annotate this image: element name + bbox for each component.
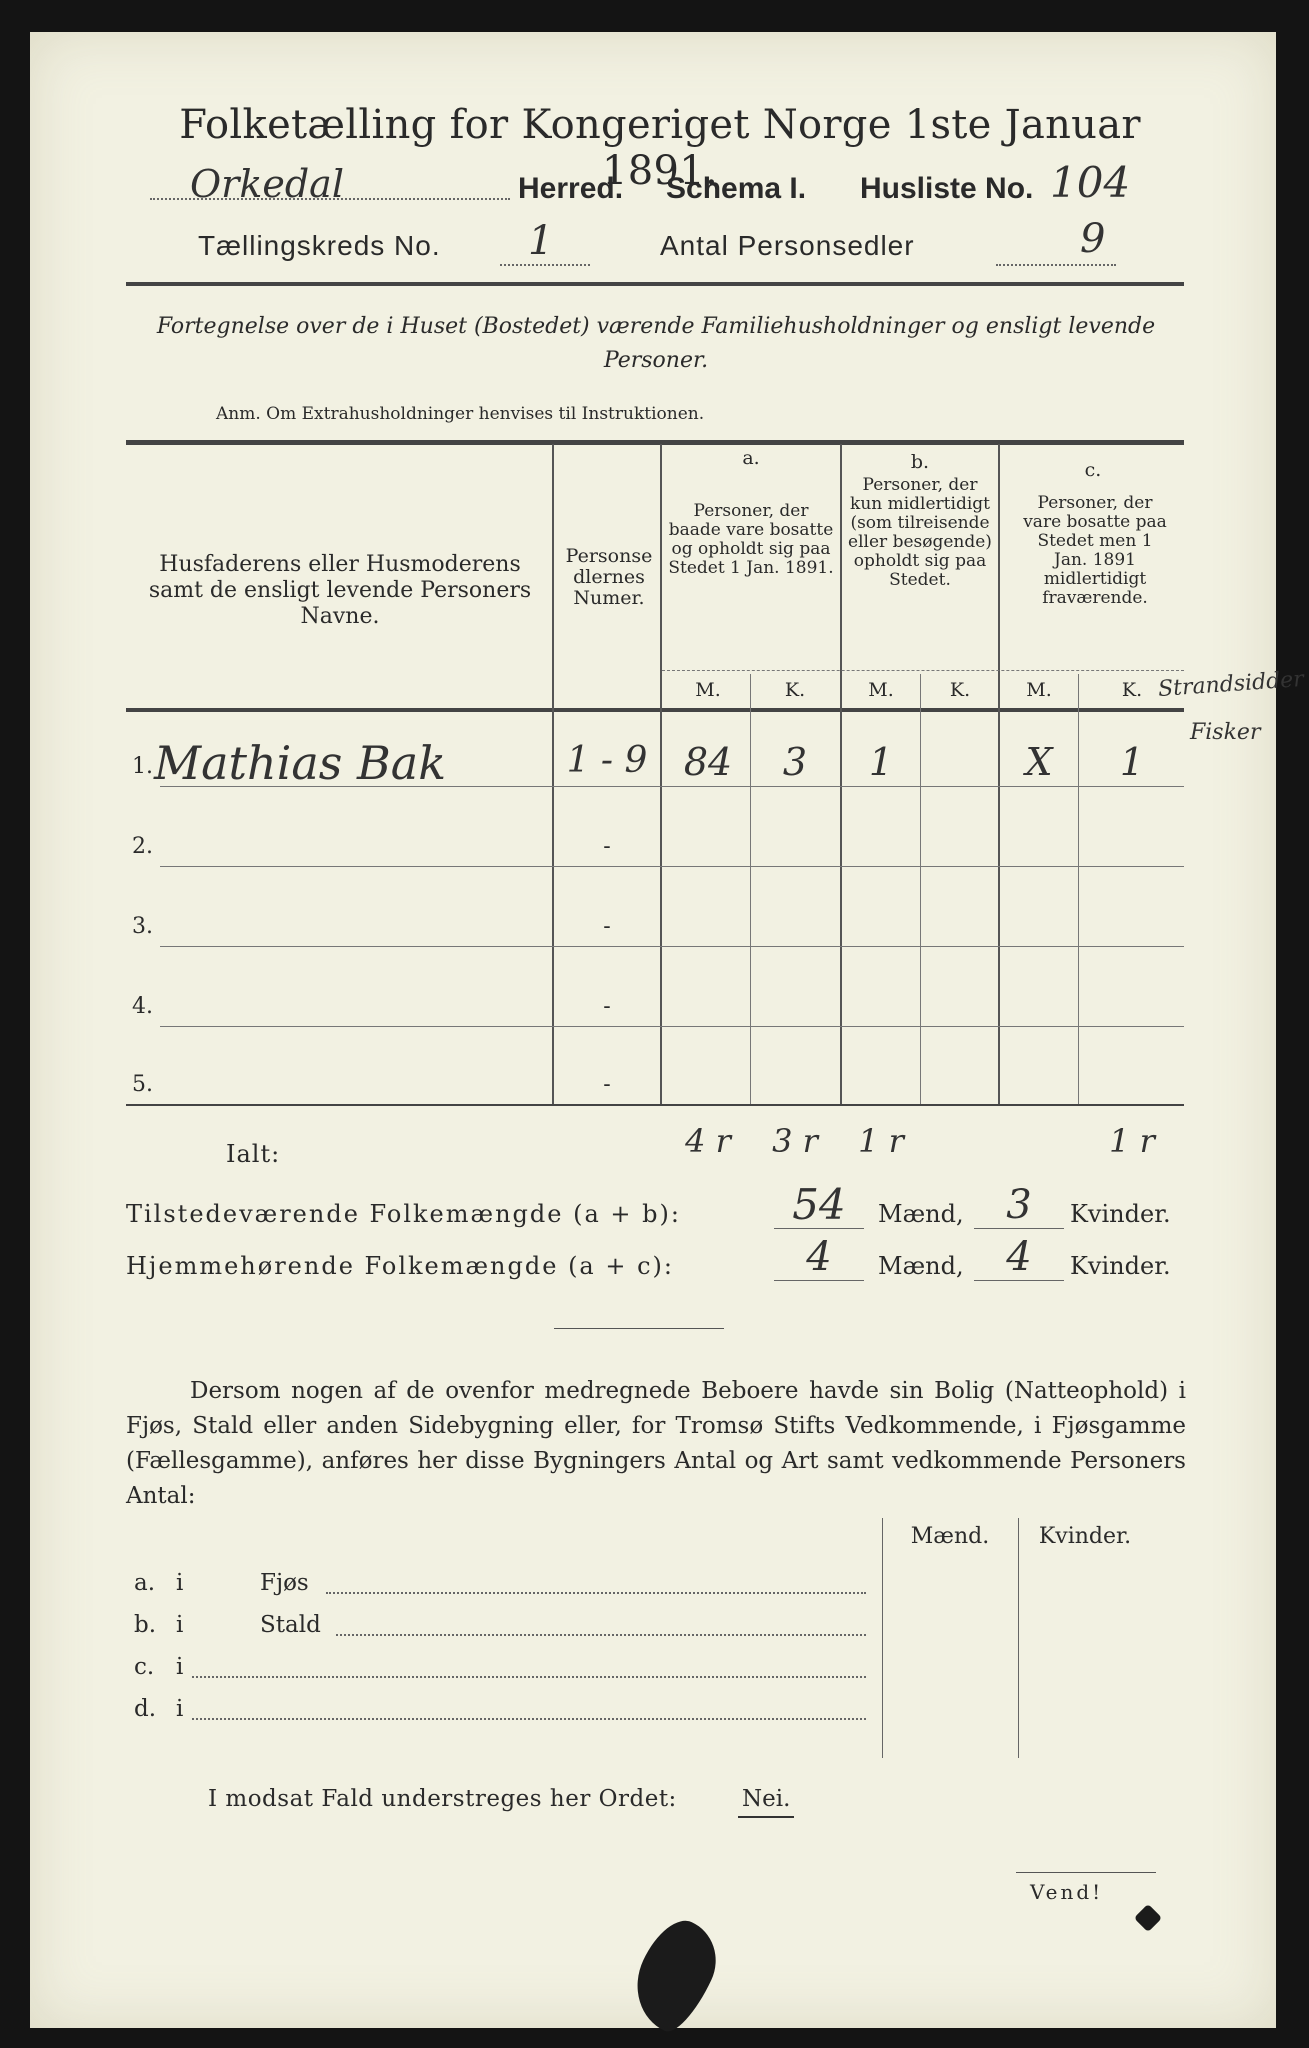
header-rule xyxy=(126,282,1184,286)
personsedler-label: Antal Personsedler xyxy=(660,230,915,261)
building-row-a-dots xyxy=(326,1592,866,1594)
hjemme-k-rule xyxy=(974,1280,1064,1281)
hjemme-m-value: 4 xyxy=(806,1234,832,1280)
building-maend-header: Mænd. xyxy=(910,1524,990,1549)
row-1-c-m: X xyxy=(1025,740,1053,784)
building-row-a-letter: a. xyxy=(134,1570,156,1596)
row-4-number: 4. xyxy=(132,994,153,1019)
col-a-letter: a. xyxy=(742,447,760,469)
row-5-sedler: - xyxy=(603,1072,611,1097)
herred-value: Orkedal xyxy=(190,162,344,206)
ink-blot xyxy=(620,1910,730,2039)
hjemme-m-rule xyxy=(774,1280,864,1281)
herred-label: Herred. xyxy=(518,172,624,205)
nei-word: Nei. xyxy=(742,1786,791,1812)
husliste-value: 104 xyxy=(1050,158,1131,207)
vend-rule xyxy=(1016,1872,1156,1873)
col-divider-num xyxy=(660,444,662,1104)
ialt-c-k: 1 r xyxy=(1109,1122,1155,1160)
building-row-c-letter: c. xyxy=(134,1654,155,1680)
anm-text: Anm. Om Extrahusholdninger henvises til Instruktionen. xyxy=(216,404,705,424)
row-1-b-m: 1 xyxy=(868,740,894,784)
mk-header-dotline xyxy=(662,670,1184,671)
building-row-d-letter: d. xyxy=(134,1696,157,1722)
tilstede-m-value: 54 xyxy=(792,1180,846,1229)
row-3-number: 3. xyxy=(132,914,153,939)
row-1-c-k: 1 xyxy=(1119,740,1145,784)
row-1-a-k: 3 xyxy=(782,740,808,784)
col-num-header: Personsedlernes Numer. xyxy=(565,545,653,609)
b-mk-divider xyxy=(920,674,921,1104)
building-row-c-i: i xyxy=(176,1654,184,1680)
building-col-divider-2 xyxy=(1018,1518,1019,1758)
building-row-b-dots xyxy=(336,1634,866,1636)
hjemme-maend-label: Mænd, xyxy=(878,1252,964,1280)
c-k-label: K. xyxy=(1121,679,1143,701)
building-kvinder-header: Kvinder. xyxy=(1038,1524,1132,1549)
a-k-label: K. xyxy=(784,679,806,701)
row-3-sedler: - xyxy=(603,914,611,939)
row-4-sedler: - xyxy=(603,994,611,1019)
row-2-line xyxy=(160,866,1184,867)
building-row-b-i: i xyxy=(176,1612,184,1638)
building-row-d-i: i xyxy=(176,1696,184,1722)
col-b-letter: b. xyxy=(910,451,930,473)
building-row-b-letter: b. xyxy=(134,1612,157,1638)
tilstede-k-value: 3 xyxy=(1006,1182,1032,1228)
col-name-header: Husfaderens eller Husmoderens samt de ensligt levende Personers Navne. xyxy=(148,552,532,629)
hjemme-k-value: 4 xyxy=(1006,1234,1032,1280)
building-row-a-label: Fjøs xyxy=(260,1570,309,1596)
ialt-a-k: 3 r xyxy=(772,1122,818,1160)
modsat-label: I modsat Fald understreges her Ordet: xyxy=(208,1786,677,1812)
hjemme-label: Hjemmehørende Folkemængde (a + c): xyxy=(126,1252,674,1280)
col-c-text: Personer, der vare bosatte paa Stedet men 1 Jan. 1891 midlertidigt fraværende. xyxy=(1023,493,1167,608)
building-row-c-dots xyxy=(192,1676,866,1678)
kreds-label: Tællingskreds No. xyxy=(198,230,441,261)
row-1-sedler: 1 - 9 xyxy=(566,740,648,781)
hjemme-kvinder-label: Kvinder. xyxy=(1070,1252,1171,1280)
tilstede-kvinder-label: Kvinder. xyxy=(1070,1200,1171,1228)
personsedler-dotline xyxy=(996,264,1116,266)
building-row-d-dots xyxy=(192,1718,866,1720)
b-m-label: M. xyxy=(868,679,894,701)
building-paragraph: Dersom nogen af de ovenfor medregnede Beboere havde sin Bolig (Natteophold) i Fjøs, Stald eller anden Sidebygning eller, for Tromsø Stifts Vedkommende, i Fjøsgamme (Fællesgamme), anføres her disse Bygningers Antal og Art samt vedkommende Personers Antal: xyxy=(126,1378,1186,1509)
row-1-number: 1. xyxy=(132,754,153,779)
tilstede-k-rule xyxy=(974,1228,1064,1229)
schema-label: Schema I. xyxy=(666,172,807,205)
table-top-rule xyxy=(126,440,1184,445)
margin-note-fisker: Fisker xyxy=(1190,720,1261,745)
col-c-letter: c. xyxy=(1084,459,1102,481)
row-1-a-m: 84 xyxy=(683,740,733,784)
row-1-name: Mathias Bak xyxy=(154,736,447,790)
row-4-line xyxy=(160,1026,1184,1027)
a-mk-divider xyxy=(750,674,751,1104)
personsedler-value: 9 xyxy=(1080,216,1106,262)
husliste-label: Husliste No. xyxy=(860,172,1034,205)
kreds-dotline xyxy=(500,264,590,266)
table-bottom-rule xyxy=(126,1104,1184,1106)
section-separator xyxy=(554,1328,724,1329)
col-b-text: Personer, der kun midlertidigt (som tilreisende eller besøgende) opholdt sig paa Stedet. xyxy=(848,475,992,590)
building-row-a-i: i xyxy=(176,1570,184,1596)
c-mk-divider xyxy=(1078,674,1079,1104)
building-row-b-label: Stald xyxy=(260,1612,321,1638)
col-a-text: Personer, der baade vare bosatte og opholdt sig paa Stedet 1 Jan. 1891. xyxy=(668,501,834,578)
building-col-divider-1 xyxy=(882,1518,883,1758)
ialt-b-m: 1 r xyxy=(858,1122,904,1160)
row-3-line xyxy=(160,946,1184,947)
ialt-a-m: 4 r xyxy=(685,1122,731,1160)
ink-mark xyxy=(1134,1904,1162,1932)
b-k-label: K. xyxy=(949,679,971,701)
margin-note-occupation: Strandsidder xyxy=(1157,666,1305,703)
fortegnelse-text: Fortegnelse over de i Huset (Bostedet) værende Familiehusholdninger og ensligt levende Personer. xyxy=(156,314,1156,373)
vend-text: Vend! xyxy=(1030,1880,1104,1904)
row-5-number: 5. xyxy=(132,1072,153,1097)
form-title: Folketælling for Kongeriget Norge 1ste Januar 1891. xyxy=(179,102,1141,194)
a-m-label: M. xyxy=(695,679,721,701)
c-m-label: M. xyxy=(1026,679,1052,701)
row-2-number: 2. xyxy=(132,834,153,859)
census-form-sheet xyxy=(30,32,1305,2028)
table-header-rule xyxy=(126,708,1184,712)
row-2-sedler: - xyxy=(603,834,611,859)
nei-underline xyxy=(738,1816,794,1818)
kreds-value: 1 xyxy=(528,218,554,264)
ialt-label: Ialt: xyxy=(226,1140,281,1168)
tilstede-label: Tilstedeværende Folkemængde (a + b): xyxy=(126,1200,681,1228)
tilstede-maend-label: Mænd, xyxy=(878,1200,964,1228)
